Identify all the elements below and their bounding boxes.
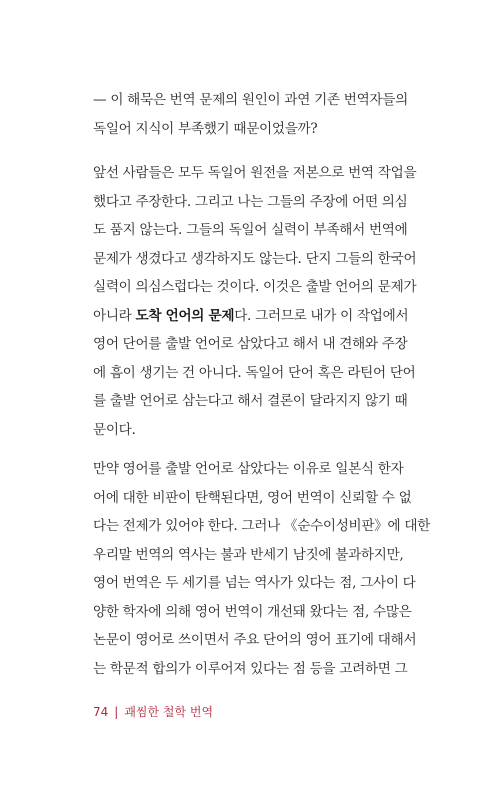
text-line: 영어 번역은 두 세기를 넘는 역사가 있다는 점, 그사이 다 xyxy=(93,575,416,591)
text-line: 영어 단어를 출발 언어로 삼았다고 해서 내 견해와 주장 xyxy=(93,336,408,352)
text-line: 문제가 생겼다고 생각하지도 않는다. 단지 그들의 한국어 xyxy=(93,250,417,267)
text-line: 문이다. xyxy=(93,421,136,438)
footer-separator: | xyxy=(114,705,119,719)
text-line: 했다고 주장한다. 그리고 나는 그들의 주장에 어떤 의심 xyxy=(93,193,408,210)
text-line: 를 출발 언어로 삼는다고 해서 결론이 달라지지 않기 때 xyxy=(93,393,408,409)
running-title: 괘씸한 철학 번역 xyxy=(124,705,214,719)
text-line: 독일어 지식이 부족했기 때문이었을까? xyxy=(93,120,318,137)
emphasis-line xyxy=(93,302,409,331)
text-line: 다는 전제가 있어야 한다. 그러나 《순수이성비판》에 대한 xyxy=(93,518,431,534)
paragraph-english-translation xyxy=(93,455,431,683)
text-line: 어에 대한 비판이 탄핵된다면, 영어 번역이 신뢰할 수 없 xyxy=(93,489,412,506)
text-fragment: 다. 그러므로 내가 이 작업에서 xyxy=(234,307,409,324)
paragraph-question xyxy=(93,86,408,143)
paragraph-source-language xyxy=(93,159,417,444)
page-footer xyxy=(93,703,213,720)
text-line: 에 흠이 생기는 건 아니다. 독일어 단어 혹은 라틴어 단어 xyxy=(93,364,416,381)
bold-emphasis: 도착 언어의 문제 xyxy=(135,307,235,324)
text-line: 실력이 의심스럽다는 것이다. 이것은 출발 언어의 문제가 xyxy=(93,279,417,295)
text-line: 앞선 사람들은 모두 독일어 원전을 저본으로 번역 작업을 xyxy=(93,165,417,181)
text-line: 만약 영어를 출발 언어로 삼았다는 이유로 일본식 한자 xyxy=(93,461,404,477)
page-number: 74 xyxy=(93,705,109,719)
text-line: — 이 해묵은 번역 문제의 원인이 과연 기존 번역자들의 xyxy=(93,92,408,108)
text-line: 우리말 번역의 역사는 불과 반세기 남짓에 불과하지만, xyxy=(93,546,404,563)
text-line: 양한 학자에 의해 영어 번역이 개선돼 왔다는 점, 수많은 xyxy=(93,603,412,620)
text-line: 논문이 영어로 쓰이면서 주요 단어의 영어 표기에 대해서 xyxy=(93,632,417,648)
text-fragment: 아니라 xyxy=(93,307,136,324)
text-line: 도 품지 않는다. 그들의 독일어 실력이 부족해서 번역에 xyxy=(93,222,408,238)
text-line: 는 학문적 합의가 이루어져 있다는 점 등을 고려하면 그 xyxy=(93,660,408,677)
